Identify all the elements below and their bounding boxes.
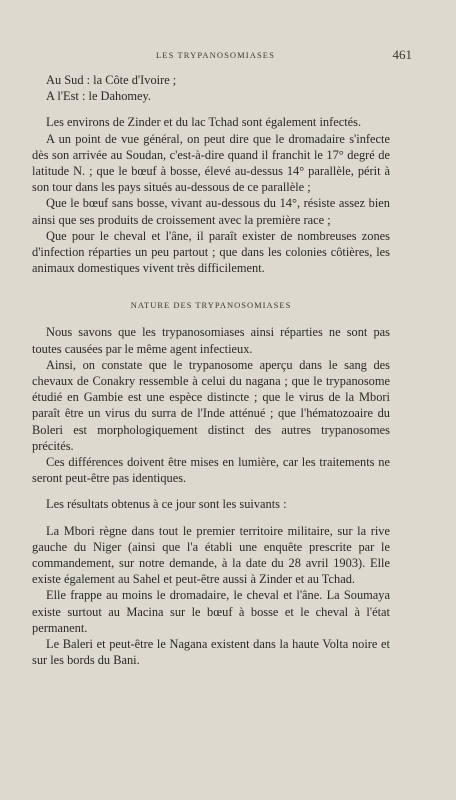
section-title: NATURE DES TRYPANOSOMIASES <box>130 300 292 311</box>
page-body <box>32 72 390 669</box>
running-title: LES TRYPANOSOMIASES <box>156 50 275 60</box>
paragraph: Les résultats obtenus à ce jour sont les suivants : <box>46 497 287 512</box>
paragraph: Nous savons que les trypanosomiases ainsi réparties ne sont pas toutes causées par le même agent infectieux. <box>32 325 390 356</box>
paragraph: A un point de vue général, on peut dire que le dromadaire s'infecte dès son arrivée au Soudan, c'est-à-dire quand il franchit le 17° degré de latitude N. ; que le bœuf à bosse, élevé au-dessus 14° parallèle, périt à son tour dans les pays situés au-dessous de ce parallèle ; <box>32 131 390 195</box>
paragraph: Le Baleri et peut-être le Nagana existent dans la haute Volta noire et sur les bords du Bani. <box>32 637 390 668</box>
paragraph: La Mbori règne dans tout le premier territoire militaire, sur la rive gauche du Niger (ainsi que l'a établi une enquête prescrite par le commandement, sur notre demande, à la date du 28 avril 1903). Elle existe également au Sahel et peut-être aussi à Zinder et au Tchad. <box>32 523 390 587</box>
page-header <box>0 47 456 64</box>
page-number: 461 <box>392 47 412 62</box>
paragraph: Ainsi, on constate que le trypanosome aperçu dans le sang des chevaux de Conakry ressemble à celui du nagana ; que le trypanosome étudié en Gambie est une espèce distincte ; que le virus de la Mbori paraît être un virus du surra de l'Inde atténué ; que l'hématozoaire du Boleri est morphologiquement distinct des autres trypanosomes précités. <box>32 357 390 453</box>
intro-line: A l'Est : le Dahomey. <box>46 89 152 104</box>
paragraph: Les environs de Zinder et du lac Tchad sont également infectés. <box>46 115 362 130</box>
paragraph: Elle frappe au moins le dromadaire, le cheval et l'âne. La Soumaya existe surtout au Macina sur le bœuf à bosse et le cheval à l'état permanent. <box>32 588 390 635</box>
paragraph: Que pour le cheval et l'âne, il paraît exister de nombreuses zones d'infection réparties un peu partout ; que dans les colonies côtières, les animaux domestiques vivent très difficilement. <box>32 228 390 276</box>
paragraph: Ces différences doivent être mises en lumière, car les traitements ne seront peut-être pas identiques. <box>32 455 390 486</box>
intro-line: Au Sud : la Côte d'Ivoire ; <box>46 73 177 87</box>
paragraph: Que le bœuf sans bosse, vivant au-dessous du 14°, résiste assez bien ainsi que ses produits de croissement avec la première race ; <box>32 196 390 227</box>
